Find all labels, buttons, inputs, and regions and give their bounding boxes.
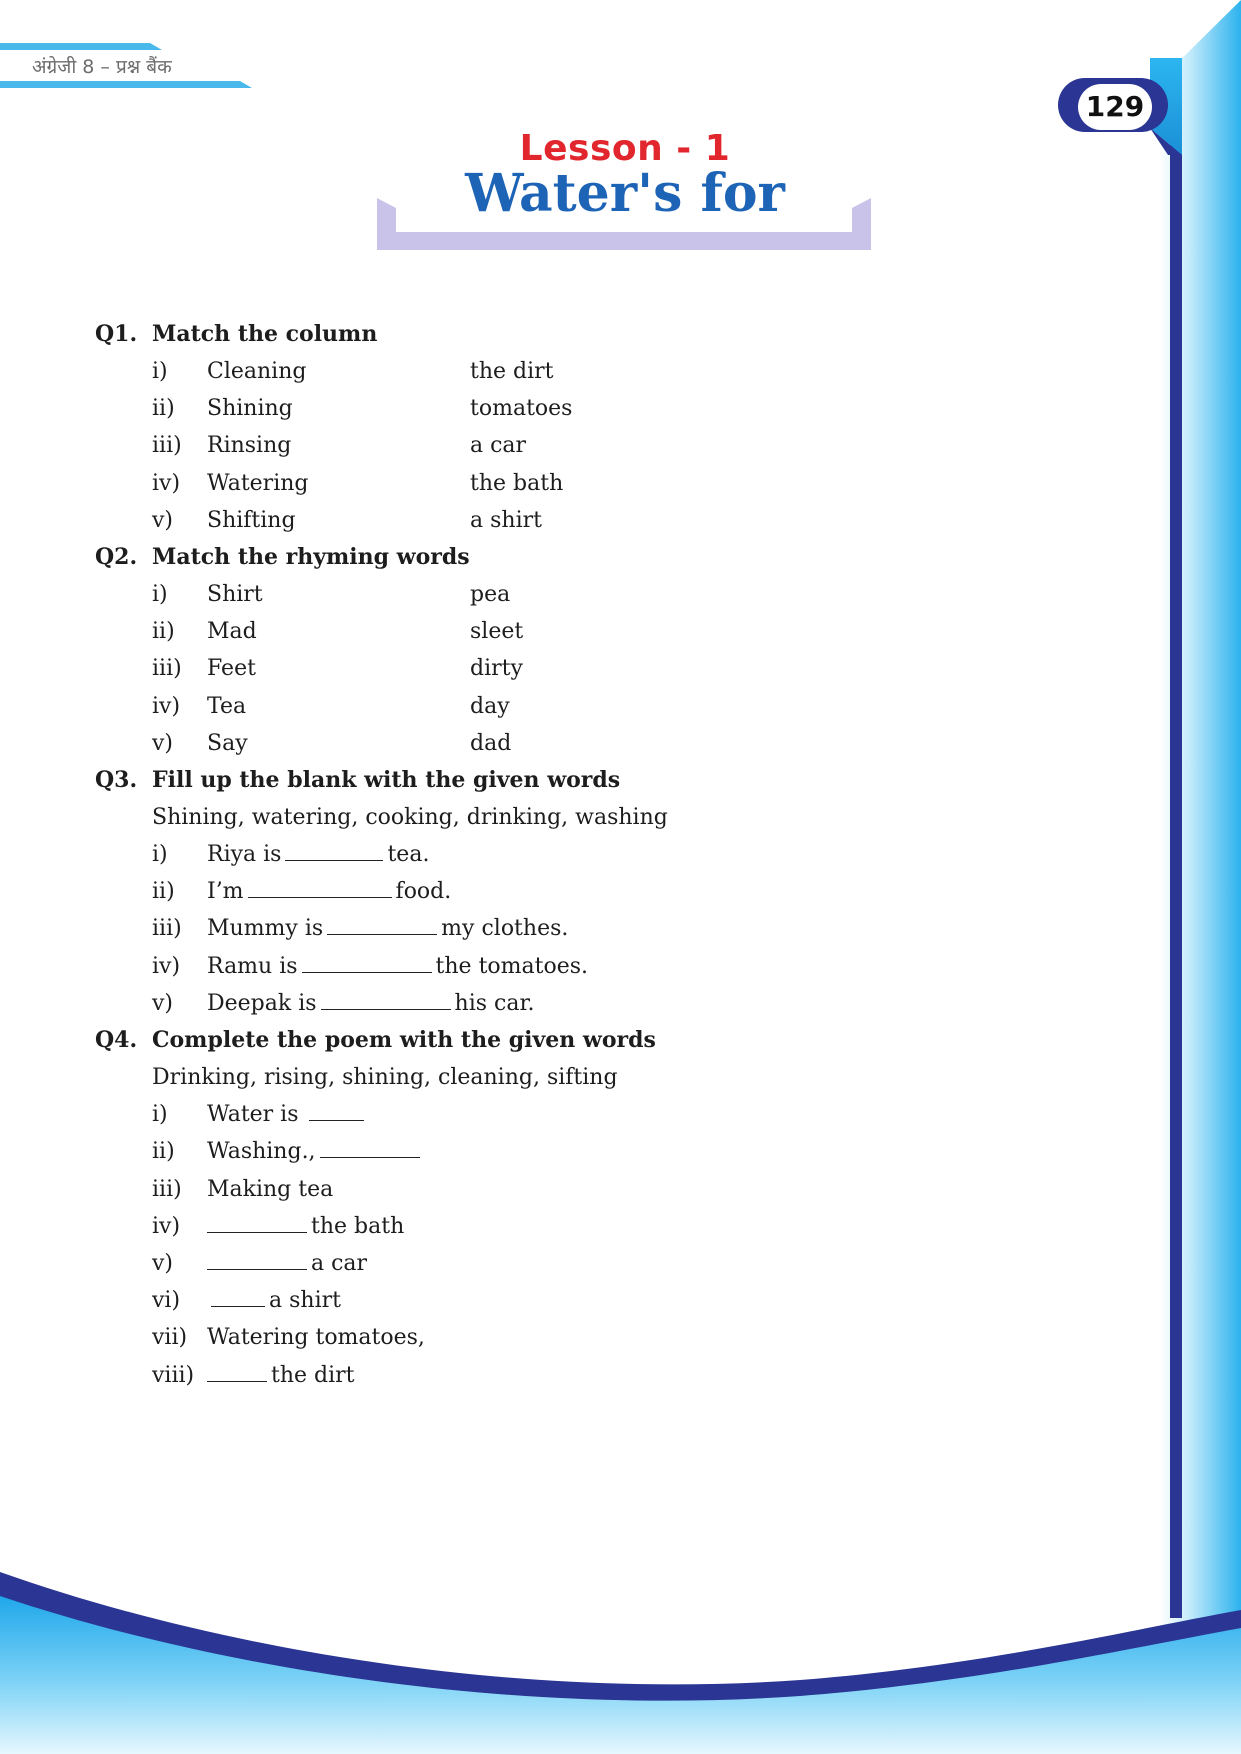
header-tag [0, 43, 255, 88]
sentence [207, 985, 535, 1022]
left-column-item: Cleaning [207, 359, 307, 384]
item-number: iii) [152, 433, 182, 459]
lesson-title: Water's for [465, 163, 785, 224]
sentence [207, 948, 588, 985]
left-column-item: Tea [207, 693, 247, 719]
item-number: i) [152, 842, 168, 868]
item-number: ii) [152, 879, 175, 905]
item-number: i) [152, 581, 168, 607]
match-row [95, 502, 995, 539]
question-heading [95, 762, 995, 799]
sentence-end: tea. [387, 842, 430, 868]
item-number: iv) [152, 953, 181, 979]
item-number: v) [152, 730, 174, 756]
match-row [95, 390, 995, 427]
match-row [95, 650, 995, 687]
match-row [95, 613, 995, 650]
left-column-item: Rinsing [207, 433, 292, 459]
item-number: iii) [152, 1176, 182, 1202]
item-number: i) [152, 359, 168, 384]
sentence [207, 873, 451, 910]
poem-row [95, 1357, 995, 1394]
answer-blank[interactable] [309, 1102, 364, 1121]
fill-row [95, 985, 995, 1022]
line-start: Washing., [207, 1139, 316, 1165]
right-column-item: the bath [470, 470, 564, 496]
item-number: ii) [152, 396, 175, 422]
question-number: Q1. [95, 321, 138, 347]
poem-line [207, 1282, 341, 1319]
sentence [207, 836, 429, 873]
poem-line: Watering tomatoes, [207, 1325, 425, 1351]
question-title: Complete the poem with the given words [152, 1027, 656, 1053]
item-number: v) [152, 1250, 174, 1276]
fill-row [95, 873, 995, 910]
sentence-start: Ramu is [207, 953, 298, 979]
sentence-end: his car. [454, 990, 535, 1016]
right-column-item: sleet [470, 619, 524, 645]
answer-blank[interactable] [207, 1251, 307, 1270]
fill-row [95, 948, 995, 985]
question-heading [95, 1022, 995, 1059]
lesson-label: Lesson - 1 [519, 128, 731, 169]
question-number: Q3. [95, 766, 138, 793]
poem-line: Making tea [207, 1176, 334, 1202]
question-heading [95, 316, 995, 353]
left-column-item: Shining [207, 396, 293, 422]
sentence-end: my clothes. [441, 916, 569, 942]
question-title: Match the column [152, 321, 378, 347]
answer-blank[interactable] [248, 879, 392, 898]
answer-blank[interactable] [327, 916, 437, 935]
match-row [95, 465, 995, 502]
question-title: Match the rhyming words [152, 543, 470, 570]
word-bank-text: Drinking, rising, shining, cleaning, sifting [152, 1065, 618, 1090]
answer-blank[interactable] [211, 1288, 265, 1307]
right-column-item: dad [470, 730, 512, 756]
answer-blank[interactable] [207, 1363, 267, 1382]
left-column-item: Say [207, 730, 248, 756]
left-column-item: Feet [207, 656, 256, 682]
item-number: ii) [152, 619, 175, 645]
match-row [95, 576, 995, 613]
right-column-item: tomatoes [470, 396, 573, 422]
answer-blank[interactable] [302, 954, 432, 973]
question-number: Q2. [95, 543, 138, 570]
poem-line [207, 1245, 367, 1282]
item-number: viii) [152, 1362, 195, 1388]
page-number: 129 [1078, 84, 1152, 130]
line-end: a car [311, 1250, 368, 1276]
poem-line [207, 1357, 355, 1394]
item-number: vii) [152, 1325, 188, 1351]
match-row [95, 427, 995, 464]
answer-blank[interactable] [207, 1214, 307, 1233]
poem-row [95, 1133, 995, 1170]
poem-row [95, 1319, 995, 1356]
answer-blank[interactable] [321, 991, 451, 1010]
fill-row [95, 836, 995, 873]
word-bank [95, 1059, 995, 1096]
question-title: Fill up the blank with the given words [152, 766, 621, 793]
item-number: vi) [152, 1288, 181, 1314]
sentence-start: Mummy is [207, 916, 324, 942]
right-column-item: the dirt [470, 359, 554, 384]
match-row [95, 725, 995, 762]
sentence [207, 910, 568, 947]
bottom-wave [0, 1572, 1241, 1754]
right-column-item: a shirt [470, 507, 542, 533]
item-number: iii) [152, 656, 182, 682]
poem-row [95, 1208, 995, 1245]
item-number: iii) [152, 916, 182, 942]
line-start: Water is [207, 1102, 299, 1128]
poem-row [95, 1245, 995, 1282]
item-number: i) [152, 1102, 168, 1128]
answer-blank[interactable] [320, 1139, 420, 1158]
sentence-end: food. [395, 879, 452, 905]
sentence-start: I’m [207, 879, 244, 905]
item-number: iv) [152, 470, 181, 496]
line-end: the bath [311, 1213, 405, 1239]
item-number: ii) [152, 1139, 175, 1165]
item-number: iv) [152, 693, 181, 719]
sentence-end: the tomatoes. [435, 953, 589, 979]
left-column-item: Watering [207, 470, 309, 496]
word-bank [95, 799, 995, 836]
right-column-item: day [470, 693, 510, 719]
question-content [95, 316, 995, 1394]
header-title: अंग्रेजी 8 – प्रश्न बैंक [32, 56, 172, 78]
item-number: v) [152, 507, 174, 533]
poem-row [95, 1171, 995, 1208]
match-row [95, 353, 995, 390]
left-column-item: Mad [207, 619, 257, 645]
right-column-item: pea [470, 581, 511, 607]
sentence-start: Riya is [207, 842, 282, 868]
right-column-item: dirty [470, 656, 523, 682]
left-column-item: Shirt [207, 581, 263, 607]
side-panel [1150, 0, 1241, 1754]
item-number: iv) [152, 1213, 181, 1239]
left-column-item: Shifting [207, 507, 296, 533]
question-number: Q4. [95, 1027, 138, 1053]
right-column-item: a car [470, 433, 527, 459]
answer-blank[interactable] [285, 842, 383, 861]
poem-row [95, 1096, 995, 1133]
word-bank-text: Shining, watering, cooking, drinking, washing [152, 804, 668, 830]
poem-line [207, 1208, 404, 1245]
line-end: the dirt [271, 1362, 355, 1388]
sentence-start: Deepak is [207, 990, 317, 1016]
poem-line [207, 1133, 424, 1170]
poem-row [95, 1282, 995, 1319]
item-number: v) [152, 990, 174, 1016]
match-row [95, 688, 995, 725]
poem-line [207, 1096, 368, 1133]
line-end: a shirt [269, 1288, 341, 1314]
question-heading [95, 539, 995, 576]
fill-row [95, 910, 995, 947]
